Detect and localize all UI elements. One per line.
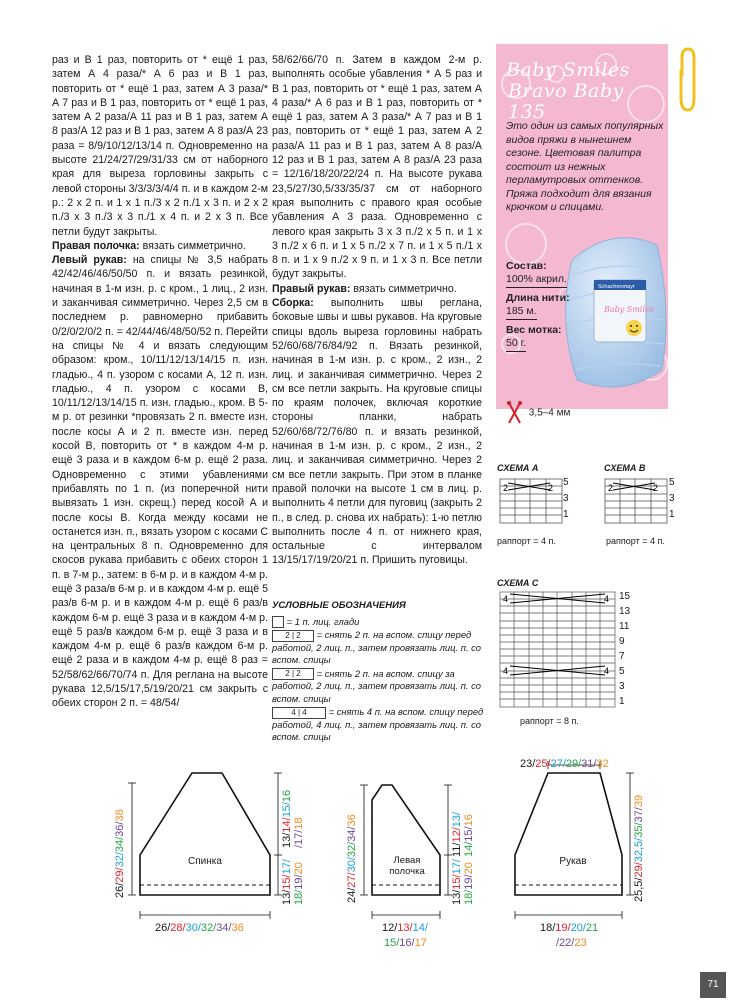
needle-size: 3,5–4 мм bbox=[506, 401, 570, 425]
front-diagram-label: Левая полочка bbox=[389, 855, 425, 877]
scheme-a-row: 1 bbox=[563, 509, 569, 520]
sleeve-height-measure: 25,5/29/32,5/35/37/39 bbox=[633, 794, 645, 902]
scheme-b-title: СХЕМА В bbox=[604, 463, 646, 473]
page-number: 71 bbox=[700, 972, 726, 998]
ad-title: Baby Smiles Bravo Baby 135 bbox=[506, 59, 630, 123]
text-column-2 bbox=[272, 53, 482, 568]
scheme-a-row: 5 bbox=[563, 477, 569, 488]
yarn-advertisement bbox=[496, 44, 668, 419]
legend bbox=[272, 600, 487, 745]
spec-length: Длина нити: 185 м. bbox=[506, 292, 570, 320]
svg-text:4: 4 bbox=[604, 594, 610, 604]
scheme-a-row: 3 bbox=[563, 493, 569, 504]
back-armhole-measure: 13/14/15/16 /17/18 bbox=[281, 789, 305, 848]
scheme-a-title: СХЕМА А bbox=[497, 463, 539, 473]
scheme-c-row: 5 bbox=[619, 666, 625, 677]
legend-item: 2 | 2 = снять 2 п. на вспом. спицу за работой, 2 лиц. п., затем провязать лиц. п. со вспом. спицы bbox=[272, 667, 481, 704]
scheme-c-row: 1 bbox=[619, 696, 625, 707]
paragraph: Сборка: выполнить швы реглана, боковые швы и швы рукавов. На круговые спицы вдоль выреза горловины набрать 52/60/68/76/84/92 п. Вязать резинкой, начиная в 1-м изн. р. с кром., 2 изн., 2 лиц. и заканчивая симметрично. Через 2 см все петли закрыть. На круговые спицы по краям полочек, включая короткие стороны планки, набрать 52/60/68/72/76/80 п. и вязать резинкой, начиная в 1-м изн. р. с кром., 2 изн., 2 лиц. и заканчивая симметрично. Через 2 см все петли закрыть. При этом в планке правой полочки на высоте 1 см в лиц. р. выполнить 4 петли для пуговиц (закрыть 2 п., в след. р. снова их набрать): 1-ю петлю выполнить после 4 п. от нижнего края, остальные с интервалом 13/15/17/19/20/21 п. Пришить пуговицы. bbox=[272, 297, 482, 567]
paragraph: раз и В 1 раз, повторить от * ещё 1 раз, затем А 4 раза/* А 6 раз и В 1 раз, повторить от * ещё 1 раз, затем А 3 раза/* А 7 раз и В 1 раз, повторить от * ещё 1 раз, затем А 2 раза/А 11 раз и В 1 раз, затем А 8 раз/А 12 раз и В 1 раз, затем А 8 раз/А 23 раза = 8/9/10/12/13/14 п. Одновременно на высоте 21/24/27/29/31/33 см от наборного края для выреза горловины закрыть с левой стороны 3/3/3/3/4/4 п. и в каждом 2-м р.: 2 х 2 п. и 1 х 1 п./3 х 2 п./1 х 3 п. и 2 х 2 п./3 х 3 п./3 х 3 п./1 х 4 п. и 2 х 3 п. Все петли будут закрыты. bbox=[52, 54, 268, 238]
svg-text:Baby Smiles: Baby Smiles bbox=[604, 305, 654, 314]
front-side-measure: 13/15/17/ 18/19/20 bbox=[451, 859, 475, 905]
text-column-1 bbox=[52, 53, 268, 711]
front-width-measure: 12/13/14/ bbox=[382, 922, 428, 934]
front-width-measure-2: 15/16/17 bbox=[384, 937, 427, 949]
paper-clip-icon bbox=[676, 46, 700, 116]
stockinette-symbol-icon bbox=[272, 616, 284, 628]
spec-composition: Состав: 100% акрил. bbox=[506, 260, 567, 288]
back-diagram-label: Спинка bbox=[188, 856, 222, 867]
scheme-c-row: 9 bbox=[619, 636, 625, 647]
sleeve-width-measure: 18/19/20/21 bbox=[540, 922, 599, 934]
scheme-c-row: 15 bbox=[619, 591, 631, 602]
scheme-b-row: 1 bbox=[669, 509, 675, 520]
legend-item: 4 | 4 = снять 4 п. на вспом. спицу перед работой, 4 лиц. п., затем провязать лиц. п. со вспом. спицы bbox=[272, 706, 484, 743]
svg-text:2: 2 bbox=[608, 483, 614, 493]
scheme-b-row: 3 bbox=[669, 493, 675, 504]
sleeve-top-measure: 23/25/27/29/31/32 bbox=[520, 758, 609, 770]
scheme-c-row: 11 bbox=[619, 621, 630, 632]
cable-left-symbol-icon: 2 | 2 bbox=[272, 630, 314, 642]
legend-item: = 1 п. лиц. глади bbox=[272, 616, 487, 629]
back-width-measure: 26/28/30/32/34/36 bbox=[155, 922, 244, 934]
svg-text:2: 2 bbox=[653, 483, 659, 493]
sleeve-width-measure-2: /22/23 bbox=[556, 937, 587, 949]
paragraph: 58/62/66/70 п. Затем в каждом 2-м р. выполнять особые убавления * А 5 раз и В 1 раз, повторить от * ещё 1 раз, затем А 4 раза/* А 6 раз и В 1 раз, повторить от * ещё 1 раз, затем А 3 раза/* А 7 раз и В 1 раз, повторить от * ещё 1 раз, затем А 2 раза/А 11 раз и В 1 раз, затем А 8 раз/А 12 раз и В 1 раз, затем А 8 раз/А 23 раза = 12/16/18/20/22/24 п. На высоте рукава 23,5/27/30,5/33/35/37 см от наборного края выполнить с правого края особые убавления А 3 раза. Одновременно с левого края закрыть 3 х 3 п./2 х 5 п. и 1 х 3 п./2 х 6 п. и 1 х 5 п./2 х 7 п. и 1 х 5 п./1 х 8 п. и 1 х 9 п./2 х 9 п. и 1 х 3 п. Все петли будут закрыты. bbox=[272, 54, 482, 281]
svg-text:4: 4 bbox=[604, 666, 610, 676]
scheme-b-row: 5 bbox=[669, 477, 675, 488]
svg-text:Schachenmayr: Schachenmayr bbox=[598, 284, 635, 290]
paragraph: Левый рукав: на спицы № 3,5 набрать 42/42/46/46/50/50 п. и вязать резинкой, начиная в 1-м изн. р. с кром., 1 лиц., 2 изн. и заканчивая симметрично. Через 2,5 см в последнем р. равномерно прибавить 0/2/0/2/0/2 п. = 42/44/46/48/50/52 п. Перейти на спицы № 4 и вязать следующим образом: кром., 10/11/12/13/14/15 п. изн. гладью., 4 п. узором с косами А, 12 п. изн. гладью., 4 п. узором с косами В, 10/11/12/13/14/15 п. изн. гладью., кром. В 5-м р. от резинки *провязать 2 п. вместе изн. после косы А и 2 п. вместе изн. перед косой В, повторить от * в каждом 4-м р. ещё 3 раза и в каждом 6-м р. ещё 2 раза. Одновременно с этими убавлениями прибавлять по 1 п. (из поперечной нити вывязать 1 изн. скрещ.) перед косой А и после косы В. Когда между косами не останется изн. п., вязать узором с косами С на центральных 8 п. Одновременно для скосов рукава прибавить с обеих сторон 1 п. в 7-м р., затем: в 6-м р. и в каждом 4-м р. ещё 3 раза/в 6-м р. и в каждом 4-м р. ещё 5 раз/в 6-м р. и в каждом 4-м р. ещё 6 раз/в каждом 6-м р. ещё 3 раза и в каждом 4-м р. ещё 5 раз/в каждом 6-м р. ещё 3 раза и в каждом 4-м р. ещё 6 раз/в каждом 6-м р. ещё 2 раза и в каждом 4-м р. ещё 8 раз = 52/58/62/66/70/74 п. Для реглана на высоте рукава 12,5/15/17,5/19/20/21 см закрыть с обеих сторон 2 п. = 48/54/ bbox=[52, 254, 268, 710]
paragraph: Правый рукав: вязать симметрично. bbox=[272, 282, 457, 295]
back-side-measure: 13/15/17/ 18/19/20 bbox=[281, 859, 305, 905]
paragraph: Правая полочка: вязать симметрично. bbox=[52, 239, 246, 252]
legend-title: УСЛОВНЫЕ ОБОЗНАЧЕНИЯ bbox=[272, 600, 406, 611]
svg-text:2: 2 bbox=[503, 483, 509, 493]
scheme-c-chart bbox=[500, 588, 620, 710]
scheme-c-title: СХЕМА С bbox=[497, 578, 539, 588]
cable-right-symbol-icon: 2 | 2 bbox=[272, 668, 314, 680]
ad-description: Это один из самых популярных видов пряжи в нынешнем сезоне. Цветовая палитра состоит из нежных перламутровых оттенков. Пряжа подходит для вязания крючком и спицами. bbox=[506, 120, 664, 213]
scheme-a-repeat: раппорт = 4 п. bbox=[497, 536, 556, 546]
scheme-c-row: 3 bbox=[619, 681, 625, 692]
knitting-needles-icon bbox=[506, 401, 526, 425]
svg-text:2: 2 bbox=[548, 483, 554, 493]
scheme-c-row: 7 bbox=[619, 651, 625, 662]
yarn-ball-image bbox=[552, 220, 670, 400]
spec-weight: Вес мотка: 50 г. bbox=[506, 324, 562, 352]
scheme-b-repeat: раппорт = 4 п. bbox=[606, 536, 665, 546]
svg-text:4: 4 bbox=[503, 594, 509, 604]
back-height-measure: 26/29/32/34/36/38 bbox=[114, 809, 126, 898]
sleeve-diagram-label: Рукав bbox=[559, 856, 587, 867]
scheme-a-chart bbox=[500, 474, 565, 532]
svg-text:4: 4 bbox=[503, 666, 509, 676]
scheme-b-chart bbox=[605, 474, 670, 532]
legend-item: 2 | 2 = снять 2 п. на вспом. спицу перед работой, 2 лиц. п., затем провязать лиц. п. со вспом. спицы bbox=[272, 629, 481, 666]
front-height-measure: 24/27/30/32/34/36 bbox=[346, 814, 358, 903]
scheme-c-row: 13 bbox=[619, 606, 631, 617]
cable-4-symbol-icon: 4 | 4 bbox=[272, 707, 326, 719]
front-armhole-measure: 11/12/13/ 14/15/16 bbox=[451, 811, 475, 857]
scheme-c-repeat: раппорт = 8 п. bbox=[520, 716, 579, 726]
